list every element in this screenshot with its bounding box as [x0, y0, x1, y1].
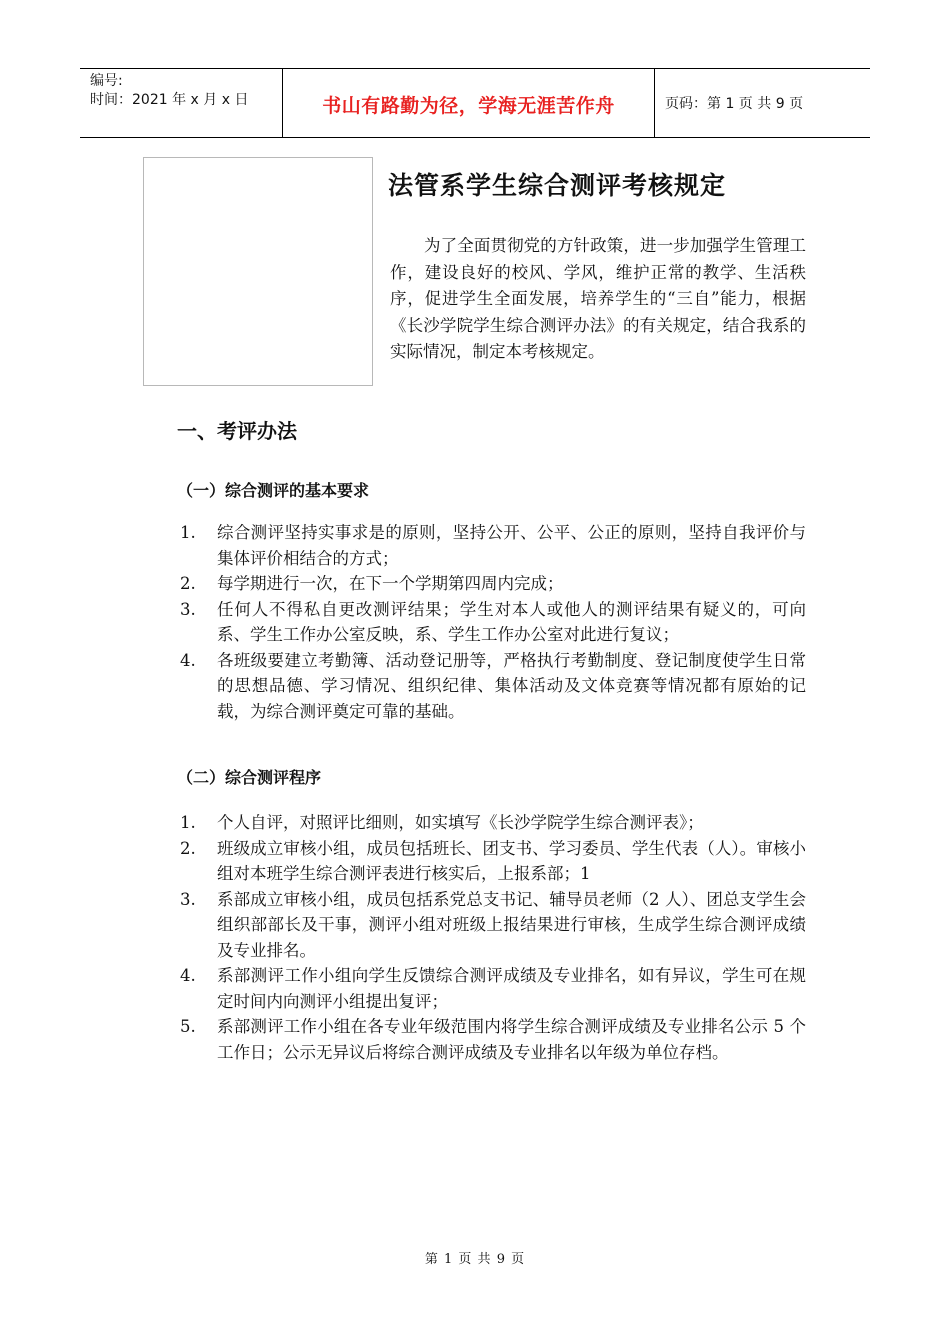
list-number: 4.	[180, 966, 196, 985]
header-meta-cell	[80, 69, 283, 137]
list-number: 3.	[180, 599, 196, 619]
list-text: 个人自评，对照评比细则，如实填写《长沙学院学生综合测评表》；	[217, 813, 704, 832]
intro-paragraph: 为了全面贯彻党的方针政策，进一步加强学生管理工作，建设良好的校风、学风，维护正常的教学、生活秩序，促进学生全面发展，培养学生的“三自”能力，根据《长沙学院学生综合测评办法》的有关规定，结合我系的实际情况，制定本考核规定。	[390, 236, 806, 361]
list-text: 系部成立审核小组，成员包括系党总支书记、辅导员老师（2 人）、团总支学生会组织部部长及干事，测评小组对班级上报结果进行审核，生成学生综合测评成绩及专业排名。	[217, 889, 806, 960]
page-info: 页码：第 1 页 共 9 页	[665, 96, 804, 112]
image-placeholder	[143, 157, 373, 386]
requirements-list	[180, 520, 806, 724]
header-page-cell	[655, 69, 870, 137]
list-item	[180, 520, 806, 571]
header-motto-cell	[283, 69, 655, 137]
list-item	[180, 597, 806, 648]
list-number: 1.	[180, 813, 196, 832]
section-heading: 一、考评办法	[177, 419, 297, 443]
list-text: 综合测评坚持实事求是的原则，坚持公开、公平、公正的原则，坚持自我评价与集体评价相结合的方式；	[217, 523, 806, 568]
serial-label: 编号:	[90, 73, 123, 89]
date-label: 时间：2021 年 x 月 x 日	[90, 92, 249, 108]
motto-text: 书山有路勤为径，学海无涯苦作舟	[322, 95, 615, 117]
subsection-heading-requirements: （一）综合测评的基本要求	[177, 481, 370, 500]
subsection-heading-procedure: （二）综合测评程序	[177, 768, 322, 787]
page-header	[80, 68, 870, 138]
list-item	[180, 836, 806, 887]
list-number: 2.	[180, 574, 196, 593]
list-number: 2.	[180, 838, 196, 858]
document-title: 法管系学生综合测评考核规定	[388, 171, 727, 200]
list-number: 4.	[180, 650, 196, 670]
list-item	[180, 648, 806, 725]
list-text: 班级成立审核小组，成员包括班长、团支书、学习委员、学生代表（人）。审核小组对本班学生综合测评表进行核实后，上报系部；1	[217, 838, 806, 883]
list-item	[180, 571, 806, 597]
list-item	[180, 963, 806, 1014]
procedure-list	[180, 810, 806, 1065]
list-number: 3.	[180, 889, 196, 909]
list-item	[180, 810, 806, 836]
list-number: 5.	[180, 1017, 196, 1036]
list-text: 各班级要建立考勤簿、活动登记册等，严格执行考勤制度、登记制度使学生日常的思想品德、学习情况、组织纪律、集体活动及文体竞赛等情况都有原始的记载，为综合测评奠定可靠的基础。	[217, 650, 806, 721]
list-text: 系部测评工作小组在各专业年级范围内将学生综合测评成绩及专业排名公示 5 个工作日；公示无异议后将综合测评成绩及专业排名以年级为单位存档。	[217, 1017, 806, 1062]
page-footer: 第 1 页 共 9 页	[424, 1252, 526, 1267]
list-text: 系部测评工作小组向学生反馈综合测评成绩及专业排名，如有异议，学生可在规定时间内向测评小组提出复评；	[217, 966, 806, 1011]
list-item	[180, 1014, 806, 1065]
list-item	[180, 887, 806, 964]
list-text: 每学期进行一次，在下一个学期第四周内完成；	[217, 574, 564, 593]
list-number: 1.	[180, 523, 196, 542]
list-text: 任何人不得私自更改测评结果；学生对本人或他人的测评结果有疑义的，可向系、学生工作办公室反映，系、学生工作办公室对此进行复议；	[217, 599, 806, 644]
